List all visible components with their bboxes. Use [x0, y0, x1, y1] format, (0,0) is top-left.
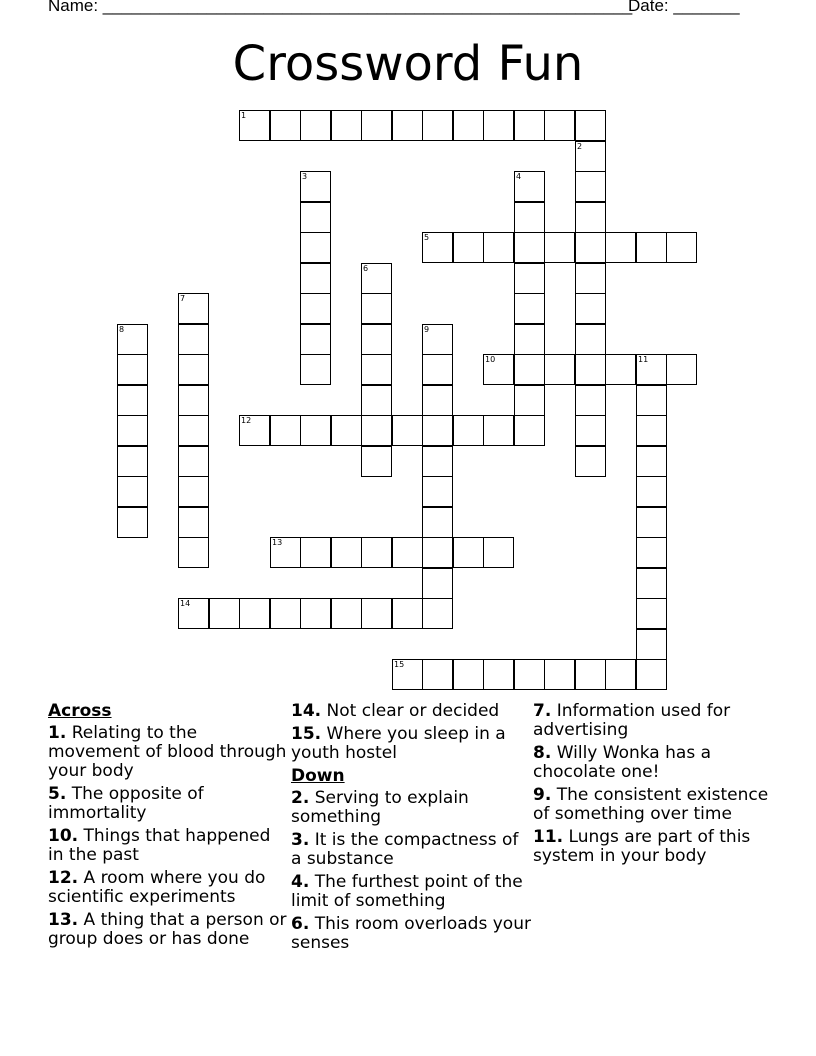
grid-cell[interactable] [422, 659, 453, 690]
grid-cell[interactable] [300, 171, 331, 202]
clue-across-5 [48, 785, 288, 823]
grid-cell[interactable] [239, 415, 270, 446]
clue-number: 13. [48, 910, 79, 930]
grid-cell[interactable] [636, 354, 667, 385]
clue-across-10 [48, 827, 288, 865]
clues-column-3 [533, 702, 773, 870]
grid-cell[interactable] [575, 110, 606, 141]
grid-cell[interactable] [575, 263, 606, 294]
grid-cell[interactable] [575, 354, 606, 385]
grid-cell[interactable] [483, 232, 514, 263]
grid-cell[interactable] [636, 537, 667, 568]
grid-cell[interactable] [514, 659, 545, 690]
grid-cell[interactable] [636, 507, 667, 538]
grid-cell[interactable] [544, 354, 575, 385]
clue-text: A thing that a person or group does or has done [48, 910, 287, 949]
date-field-label[interactable]: Date: _______ [628, 0, 740, 15]
clue-text: Lungs are part of this system in your body [533, 827, 751, 866]
grid-cell[interactable] [270, 598, 301, 629]
clue-across-14 [291, 702, 531, 721]
cell-number: 3 [302, 172, 308, 181]
grid-cell[interactable] [483, 110, 514, 141]
clue-number: 12. [48, 868, 79, 888]
grid-cell[interactable] [361, 110, 392, 141]
grid-cell[interactable] [422, 598, 453, 629]
grid-cell[interactable] [422, 354, 453, 385]
grid-cell[interactable] [422, 476, 453, 507]
grid-cell[interactable] [514, 324, 545, 355]
grid-cell[interactable] [300, 598, 331, 629]
grid-cell[interactable] [300, 202, 331, 233]
grid-cell[interactable] [422, 385, 453, 416]
clue-down-6 [291, 915, 531, 953]
grid-cell[interactable] [117, 415, 148, 446]
grid-cell[interactable] [239, 598, 270, 629]
clue-text: The opposite of immortality [48, 784, 204, 823]
clue-text: Information used for advertising [533, 701, 731, 740]
grid-cell[interactable] [666, 354, 697, 385]
grid-cell[interactable] [300, 263, 331, 294]
grid-cell[interactable] [300, 110, 331, 141]
clues-column-1 [48, 702, 288, 953]
grid-cell[interactable] [575, 171, 606, 202]
grid-cell[interactable] [422, 415, 453, 446]
cell-number: 6 [363, 264, 369, 273]
grid-cell[interactable] [483, 354, 514, 385]
grid-cell[interactable] [422, 232, 453, 263]
clue-number: 3. [291, 830, 310, 850]
grid-cell[interactable] [361, 354, 392, 385]
grid-cell[interactable] [453, 415, 484, 446]
cell-number: 5 [424, 233, 430, 242]
grid-cell[interactable] [575, 659, 606, 690]
grid-cell[interactable] [117, 324, 148, 355]
grid-cell[interactable] [636, 446, 667, 477]
grid-cell[interactable] [483, 415, 514, 446]
grid-cell[interactable] [117, 385, 148, 416]
grid-cell[interactable] [636, 598, 667, 629]
grid-cell[interactable] [361, 263, 392, 294]
grid-cell[interactable] [392, 110, 423, 141]
grid-cell[interactable] [453, 537, 484, 568]
grid-cell[interactable] [514, 293, 545, 324]
clue-down-8 [533, 744, 773, 782]
grid-cell[interactable] [239, 110, 270, 141]
grid-cell[interactable] [300, 537, 331, 568]
grid-cell[interactable] [605, 659, 636, 690]
grid-cell[interactable] [666, 232, 697, 263]
clue-across-12 [48, 869, 288, 907]
grid-cell[interactable] [636, 629, 667, 660]
clue-number: 14. [291, 701, 322, 721]
clue-text: Where you sleep in a youth hostel [291, 724, 506, 763]
cell-number: 2 [577, 142, 583, 151]
grid-cell[interactable] [422, 110, 453, 141]
grid-cell[interactable] [514, 202, 545, 233]
clue-number: 15. [291, 724, 322, 744]
cell-number: 12 [241, 416, 252, 425]
grid-cell[interactable] [178, 293, 209, 324]
grid-cell[interactable] [514, 263, 545, 294]
clue-number: 11. [533, 827, 564, 847]
clue-down-3 [291, 831, 531, 869]
clue-across-1 [48, 724, 288, 781]
clue-down-2 [291, 789, 531, 827]
clue-text: This room overloads your senses [291, 914, 531, 953]
clue-text: It is the compactness of a substance [291, 830, 519, 869]
grid-cell[interactable] [514, 354, 545, 385]
grid-cell[interactable] [270, 110, 301, 141]
grid-cell[interactable] [636, 476, 667, 507]
grid-cell[interactable] [636, 659, 667, 690]
clue-text: Willy Wonka has a chocolate one! [533, 743, 711, 782]
grid-cell[interactable] [178, 598, 209, 629]
grid-cell[interactable] [178, 324, 209, 355]
cell-number: 9 [424, 325, 430, 334]
grid-cell[interactable] [361, 537, 392, 568]
clue-down-7 [533, 702, 773, 740]
clue-number: 5. [48, 784, 67, 804]
cell-number: 8 [119, 325, 125, 334]
grid-cell[interactable] [178, 476, 209, 507]
cell-number: 14 [180, 599, 191, 608]
grid-cell[interactable] [117, 354, 148, 385]
grid-cell[interactable] [575, 446, 606, 477]
grid-cell[interactable] [331, 598, 362, 629]
clue-number: 4. [291, 872, 310, 892]
grid-cell[interactable] [514, 171, 545, 202]
grid-cell[interactable] [453, 110, 484, 141]
clue-down-9 [533, 786, 773, 824]
clue-down-4 [291, 873, 531, 911]
clue-text: Things that happened in the past [48, 826, 271, 865]
cell-number: 1 [241, 111, 247, 120]
grid-cell[interactable] [300, 293, 331, 324]
grid-cell[interactable] [300, 354, 331, 385]
grid-cell[interactable] [361, 446, 392, 477]
grid-cell[interactable] [361, 415, 392, 446]
cell-number: 10 [485, 355, 496, 364]
grid-cell[interactable] [300, 232, 331, 263]
grid-cell[interactable] [270, 415, 301, 446]
clue-number: 8. [533, 743, 552, 763]
clue-number: 7. [533, 701, 552, 721]
grid-cell[interactable] [270, 537, 301, 568]
grid-cell[interactable] [575, 202, 606, 233]
grid-cell[interactable] [605, 354, 636, 385]
grid-cell[interactable] [117, 507, 148, 538]
grid-cell[interactable] [331, 537, 362, 568]
clue-text: The furthest point of the limit of something [291, 872, 523, 911]
grid-cell[interactable] [636, 385, 667, 416]
grid-cell[interactable] [392, 598, 423, 629]
across-heading: Across [48, 701, 112, 721]
grid-cell[interactable] [422, 507, 453, 538]
grid-cell[interactable] [178, 415, 209, 446]
down-heading: Down [291, 766, 345, 786]
clue-down-11 [533, 828, 773, 866]
grid-cell[interactable] [422, 446, 453, 477]
clue-text: Serving to explain something [291, 788, 469, 827]
grid-cell[interactable] [453, 232, 484, 263]
grid-cell[interactable] [544, 110, 575, 141]
clue-across-15 [291, 725, 531, 763]
grid-cell[interactable] [514, 385, 545, 416]
grid-cell[interactable] [392, 659, 423, 690]
grid-cell[interactable] [209, 598, 240, 629]
clue-text: A room where you do scientific experiments [48, 868, 266, 907]
grid-cell[interactable] [483, 659, 514, 690]
clue-number: 6. [291, 914, 310, 934]
grid-cell[interactable] [453, 659, 484, 690]
cell-number: 4 [516, 172, 522, 181]
grid-cell[interactable] [636, 232, 667, 263]
grid-cell[interactable] [178, 446, 209, 477]
grid-cell[interactable] [514, 415, 545, 446]
clue-number: 10. [48, 826, 79, 846]
clues-column-2 [291, 702, 531, 957]
clue-number: 2. [291, 788, 310, 808]
grid-cell[interactable] [636, 415, 667, 446]
grid-cell[interactable] [117, 476, 148, 507]
grid-cell[interactable] [422, 324, 453, 355]
grid-cell[interactable] [514, 232, 545, 263]
grid-cell[interactable] [178, 354, 209, 385]
grid-cell[interactable] [392, 415, 423, 446]
grid-cell[interactable] [575, 385, 606, 416]
clue-number: 1. [48, 723, 67, 743]
grid-cell[interactable] [117, 446, 148, 477]
grid-cell[interactable] [178, 537, 209, 568]
grid-cell[interactable] [392, 537, 423, 568]
grid-cell[interactable] [300, 415, 331, 446]
clue-text: The consistent existence of something over time [533, 785, 769, 824]
grid-cell[interactable] [544, 659, 575, 690]
grid-cell[interactable] [575, 324, 606, 355]
clue-across-13 [48, 911, 288, 949]
grid-cell[interactable] [361, 598, 392, 629]
grid-cell[interactable] [361, 385, 392, 416]
grid-cell[interactable] [422, 568, 453, 599]
grid-cell[interactable] [605, 232, 636, 263]
grid-cell[interactable] [178, 385, 209, 416]
grid-cell[interactable] [544, 232, 575, 263]
clue-text: Not clear or decided [326, 701, 500, 721]
cell-number: 7 [180, 294, 186, 303]
grid-cell[interactable] [575, 293, 606, 324]
grid-cell[interactable] [636, 568, 667, 599]
name-field-label[interactable]: Name: ________________________________________________________ [48, 0, 633, 15]
grid-cell[interactable] [331, 110, 362, 141]
grid-cell[interactable] [483, 537, 514, 568]
grid-cell[interactable] [575, 141, 606, 172]
grid-cell[interactable] [514, 110, 545, 141]
grid-cell[interactable] [422, 537, 453, 568]
grid-cell[interactable] [331, 415, 362, 446]
page-title: Crossword Fun [232, 36, 584, 92]
grid-cell[interactable] [361, 293, 392, 324]
clue-text: Relating to the movement of blood through your body [48, 723, 287, 781]
grid-cell[interactable] [300, 324, 331, 355]
grid-cell[interactable] [575, 232, 606, 263]
grid-cell[interactable] [178, 507, 209, 538]
grid-cell[interactable] [361, 324, 392, 355]
cell-number: 11 [638, 355, 649, 364]
clue-number: 9. [533, 785, 552, 805]
cell-number: 13 [272, 538, 283, 547]
cell-number: 15 [394, 660, 405, 669]
grid-cell[interactable] [575, 415, 606, 446]
